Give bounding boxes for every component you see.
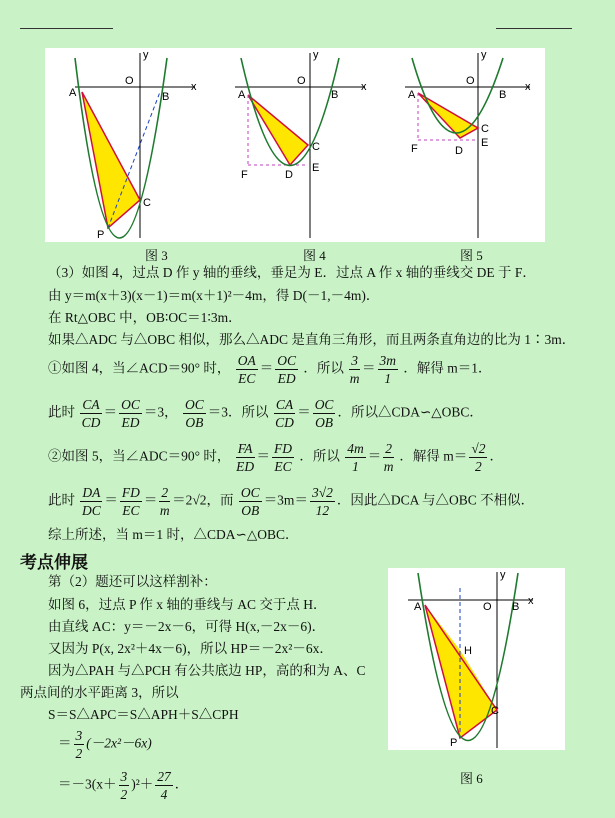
svg-text:A: A [69, 87, 77, 99]
fraction: $\frac{OC}{ED}$ [277, 353, 297, 386]
fraction: $\frac{OA}{EC}$ [237, 353, 256, 386]
case-1-conclusion: 此时 $\frac{CA}{CD}$ ＝ $\frac{OC}{ED}$ ＝3， $\frac{OC}{OB}$ ＝3．所以 $\frac{CA}{CD}$ ＝ $\frac{OC}{OB}$ ．所以△CDA∽△OBC． [48, 397, 483, 430]
header-rule-right [496, 28, 572, 29]
figures-3-4-5 [45, 48, 545, 242]
text-line: 第（2）题还可以这样割补： [48, 574, 217, 589]
svg-text:F: F [241, 169, 248, 181]
svg-text:D: D [455, 145, 463, 157]
fraction: $\frac{√2}{2}$ [471, 441, 486, 474]
text-line: （3）如图 4，过点 D 作 y 轴的垂线，垂足为 E．过点 A 作 x 轴的垂线交 DE 于 F． [48, 265, 536, 280]
text-line: 由 y＝m(x＋3)(x－1)＝m(x＋1)²－4m，得 D(－1,－4m)． [48, 288, 380, 303]
text-line: 因为△PAH 与△PCH 有公共底边 HP，高的和为 A、C [48, 663, 366, 678]
fraction: $\frac{3}{m}$ [349, 353, 360, 386]
svg-text:C: C [481, 123, 489, 135]
figure-4-diagram [235, 49, 367, 238]
fraction: $\frac{CA}{CD}$ [275, 397, 294, 430]
svg-text:y: y [500, 569, 506, 581]
svg-text:O: O [125, 75, 134, 87]
fraction: $\frac{FA}{ED}$ [236, 441, 255, 474]
svg-text:E: E [481, 137, 489, 149]
fraction: $\frac{3√2}{12}$ [311, 485, 333, 518]
fraction: $\frac{DA}{DC}$ [81, 485, 101, 518]
figure-6 [388, 568, 565, 750]
svg-text:P: P [450, 737, 458, 749]
text-line: 又因为 P(x, 2x²＋4x－6)，所以 HP＝－2x²－6x． [48, 641, 333, 656]
svg-text:x: x [525, 81, 531, 93]
header-rule-left [20, 28, 113, 29]
text-line: 由直线 AC：y＝－2x－6，可得 H(x,－2x－6)． [48, 619, 326, 634]
svg-text:A: A [408, 89, 416, 101]
area-step-2: ＝－3(x＋ $\frac{3}{2}$ )²＋ $\frac{27}{4}$ ． [58, 769, 189, 802]
fraction: $\frac{OC}{ED}$ [121, 397, 140, 430]
section-heading: 考点伸展 [20, 553, 88, 573]
svg-text:O: O [297, 75, 306, 87]
figure-4-caption: 图 4 [303, 248, 326, 263]
svg-text:E: E [312, 162, 320, 174]
svg-text:B: B [512, 601, 520, 613]
svg-text:A: A [414, 601, 422, 613]
svg-text:B: B [331, 89, 339, 101]
svg-text:P: P [97, 229, 105, 241]
fraction: $\frac{4m}{1}$ [347, 441, 364, 474]
svg-text:y: y [143, 49, 149, 61]
fraction: $\frac{CA}{CD}$ [81, 397, 101, 430]
figure-5-caption: 图 5 [460, 248, 483, 263]
svg-text:B: B [162, 91, 170, 103]
case-2-line: ②如图 5，当∠ADC＝90° 时， $\frac{FA}{ED}$ ＝ $\frac{FD}{EC}$ ．所以 $\frac{4m}{1}$ ＝ $\frac{2}{m}$ ．解得 m＝ $\frac{√2}{2}$ ． [48, 441, 503, 474]
text-line: 两点间的水平距离 3，所以 [20, 685, 179, 700]
text: ①如图 4，当∠ACD＝90° 时， [48, 360, 231, 376]
svg-text:C: C [312, 141, 320, 153]
summary-line: 综上所述，当 m＝1 时，△CDA∽△OBC． [48, 527, 299, 542]
case-2-conclusion: 此时 $\frac{DA}{DC}$ ＝ $\frac{FD}{EC}$ ＝ $\frac{2}{m}$ ＝2√2，而 $\frac{OC}{OB}$ ＝3m＝ $\frac{3√2}{12}$ ．因此△DCA 与△OBC 不相似． [48, 485, 535, 518]
svg-text:F: F [411, 143, 418, 155]
figure-3-caption: 图 3 [145, 248, 168, 263]
fraction: $\frac{2}{m}$ [383, 441, 394, 474]
case-1-line: ①如图 4，当∠ACD＝90° 时， $\frac{OA}{EC}$ ＝ $\frac{OC}{ED}$ ．所以 $\frac{3}{m}$ ＝ $\frac{3m}{1}$ ．解得 m＝1． [48, 353, 492, 386]
area-formula: S＝S△APC＝S△APH＋S△CPH [48, 707, 239, 722]
figure-6-caption: 图 6 [460, 771, 483, 786]
fraction: $\frac{OC}{OB}$ [185, 397, 204, 430]
svg-text:C: C [143, 197, 151, 209]
fraction: $\frac{FD}{EC}$ [274, 441, 293, 474]
fraction: $\frac{OC}{OB}$ [314, 397, 334, 430]
svg-text:A: A [238, 89, 246, 101]
svg-text:D: D [285, 169, 293, 181]
svg-text:C: C [491, 705, 499, 717]
svg-text:O: O [466, 75, 475, 87]
svg-text:y: y [313, 49, 319, 61]
fraction: $\frac{2}{m}$ [159, 485, 170, 518]
fraction: $\frac{3m}{1}$ [379, 353, 397, 386]
svg-text:H: H [464, 645, 472, 657]
text-line: 如果△ADC 与△OBC 相似，那么△ADC 是直角三角形，而且两条直角边的比为 1∶3m． [48, 332, 576, 347]
svg-text:x: x [361, 81, 367, 93]
svg-text:B: B [499, 89, 507, 101]
figure-5-diagram [405, 49, 531, 238]
svg-text:x: x [191, 81, 197, 93]
fraction: $\frac{OC}{OB}$ [240, 485, 260, 518]
text-line: 在 Rt△OBC 中，OB∶OC＝1∶3m． [48, 310, 242, 325]
fraction: $\frac{27}{4}$ [157, 769, 171, 802]
svg-text:x: x [528, 595, 534, 607]
text-line: 如图 6，过点 P 作 x 轴的垂线与 AC 交于点 H． [48, 597, 327, 612]
svg-text:y: y [481, 49, 487, 61]
area-step-1: ＝ $\frac{3}{2}$ (－2x²－6x) [58, 728, 152, 761]
svg-text:O: O [483, 601, 492, 613]
fraction: $\frac{3}{2}$ [120, 769, 128, 802]
fraction: $\frac{3}{2}$ [75, 728, 83, 761]
figure-3-diagram [69, 49, 197, 241]
fraction: $\frac{FD}{EC}$ [121, 485, 140, 518]
